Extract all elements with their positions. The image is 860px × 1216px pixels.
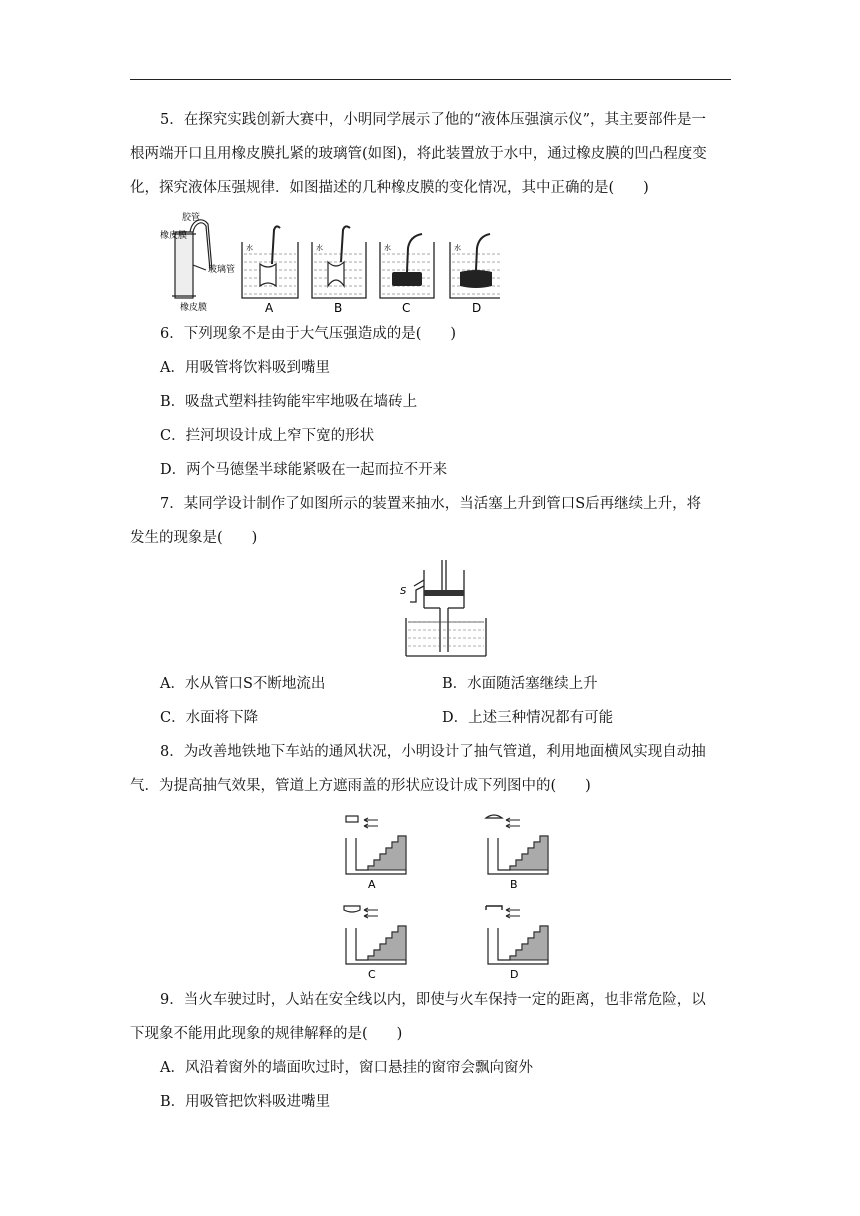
- q5-beaker-c: [380, 234, 434, 298]
- q6-stem: 6．下列现象不是由于大气压强造成的是( ): [160, 326, 457, 342]
- q5-label-glass-tube: 玻璃管: [208, 265, 236, 275]
- q8-option-a: A: [368, 878, 376, 891]
- q5-beaker-a: [242, 226, 298, 298]
- q5-water-a: 水: [246, 244, 253, 252]
- q6-option-d: D．两个马德堡半球能紧吸在一起而拉不开来: [160, 462, 448, 478]
- q5-water-b: 水: [316, 244, 323, 252]
- q8-diagram-b: [486, 815, 548, 874]
- q7-option-b: B．水面随活塞继续上升: [442, 676, 598, 692]
- q7-option-a: A．水从管口S不断地流出: [160, 676, 326, 692]
- q8-diagram-d: [486, 906, 548, 964]
- q7-line-2: 发生的现象是( ): [130, 530, 258, 546]
- q5-option-a: A: [265, 301, 274, 315]
- q5-water-c: 水: [384, 244, 391, 252]
- q5-beaker-d: [450, 234, 500, 298]
- q6-option-a: A．用吸管将饮料吸到嘴里: [160, 360, 330, 376]
- q5-beaker-b: [312, 226, 366, 298]
- q8-diagram-a: [346, 816, 406, 874]
- q5-water-d: 水: [454, 244, 461, 252]
- q9-line-2: 下现象不能用此现象的规律解释的是( ): [130, 1026, 403, 1042]
- q9-line-1: 9．当火车驶过时，人站在安全线以内，即使与火车保持一定的距离，也非常危险，以: [160, 992, 706, 1008]
- q7-line-1: 7．某同学设计制作了如图所示的装置来抽水，当活塞上升到管口S后再继续上升，将: [160, 496, 702, 512]
- q5-label-hose: 胶管: [182, 213, 201, 223]
- q9-option-b: B．用吸管把饮料吸进嘴里: [160, 1094, 331, 1110]
- header-rule: [130, 79, 731, 80]
- q5-option-b: B: [334, 301, 343, 315]
- q8-diagram-c: [344, 906, 406, 964]
- q5-label-membrane-bottom: 橡皮膜: [180, 303, 208, 313]
- q5-line-3: 化，探究液体压强规律．如图描述的几种橡皮膜的变化情况，其中正确的是( ): [130, 180, 649, 196]
- q6-option-c: C．拦河坝设计成上窄下宽的形状: [160, 428, 375, 444]
- q7-option-c: C．水面将下降: [160, 710, 259, 726]
- q8-option-b: B: [510, 878, 518, 891]
- q5-line-1: 5．在探究实践创新大赛中，小明同学展示了他的“液体压强演示仪”，其主要部件是一: [160, 112, 707, 128]
- q8-line-1: 8．为改善地铁地下车站的通风状况，小明设计了抽气管道，利用地面横风实现自动抽: [160, 744, 706, 760]
- q8-option-c: C: [368, 968, 376, 980]
- q8-figure: [338, 808, 558, 980]
- q6-option-b: B．吸盘式塑料挂钩能牢牢地吸在墙砖上: [160, 394, 418, 410]
- q7-option-d: D．上述三种情况都有可能: [442, 710, 614, 726]
- q7-label-s: S: [400, 586, 407, 597]
- q5-figure: [160, 210, 500, 316]
- q9-option-a: A．风沿着窗外的墙面吹过时，窗口悬挂的窗帘会飘向窗外: [160, 1060, 533, 1076]
- q8-line-2: 气．为提高抽气效果，管道上方遮雨盖的形状应设计成下列图中的( ): [130, 778, 591, 794]
- q5-label-membrane-top: 橡皮膜: [160, 231, 188, 241]
- q7-pump-figure: [396, 560, 492, 660]
- q8-option-d: D: [510, 968, 519, 980]
- q5-line-2: 根两端开口且用橡皮膜扎紧的玻璃管(如图)，将此装置放于水中，通过橡皮膜的凹凸程度变: [130, 146, 707, 162]
- q5-option-c: C: [402, 301, 411, 315]
- q5-option-d: D: [472, 301, 482, 315]
